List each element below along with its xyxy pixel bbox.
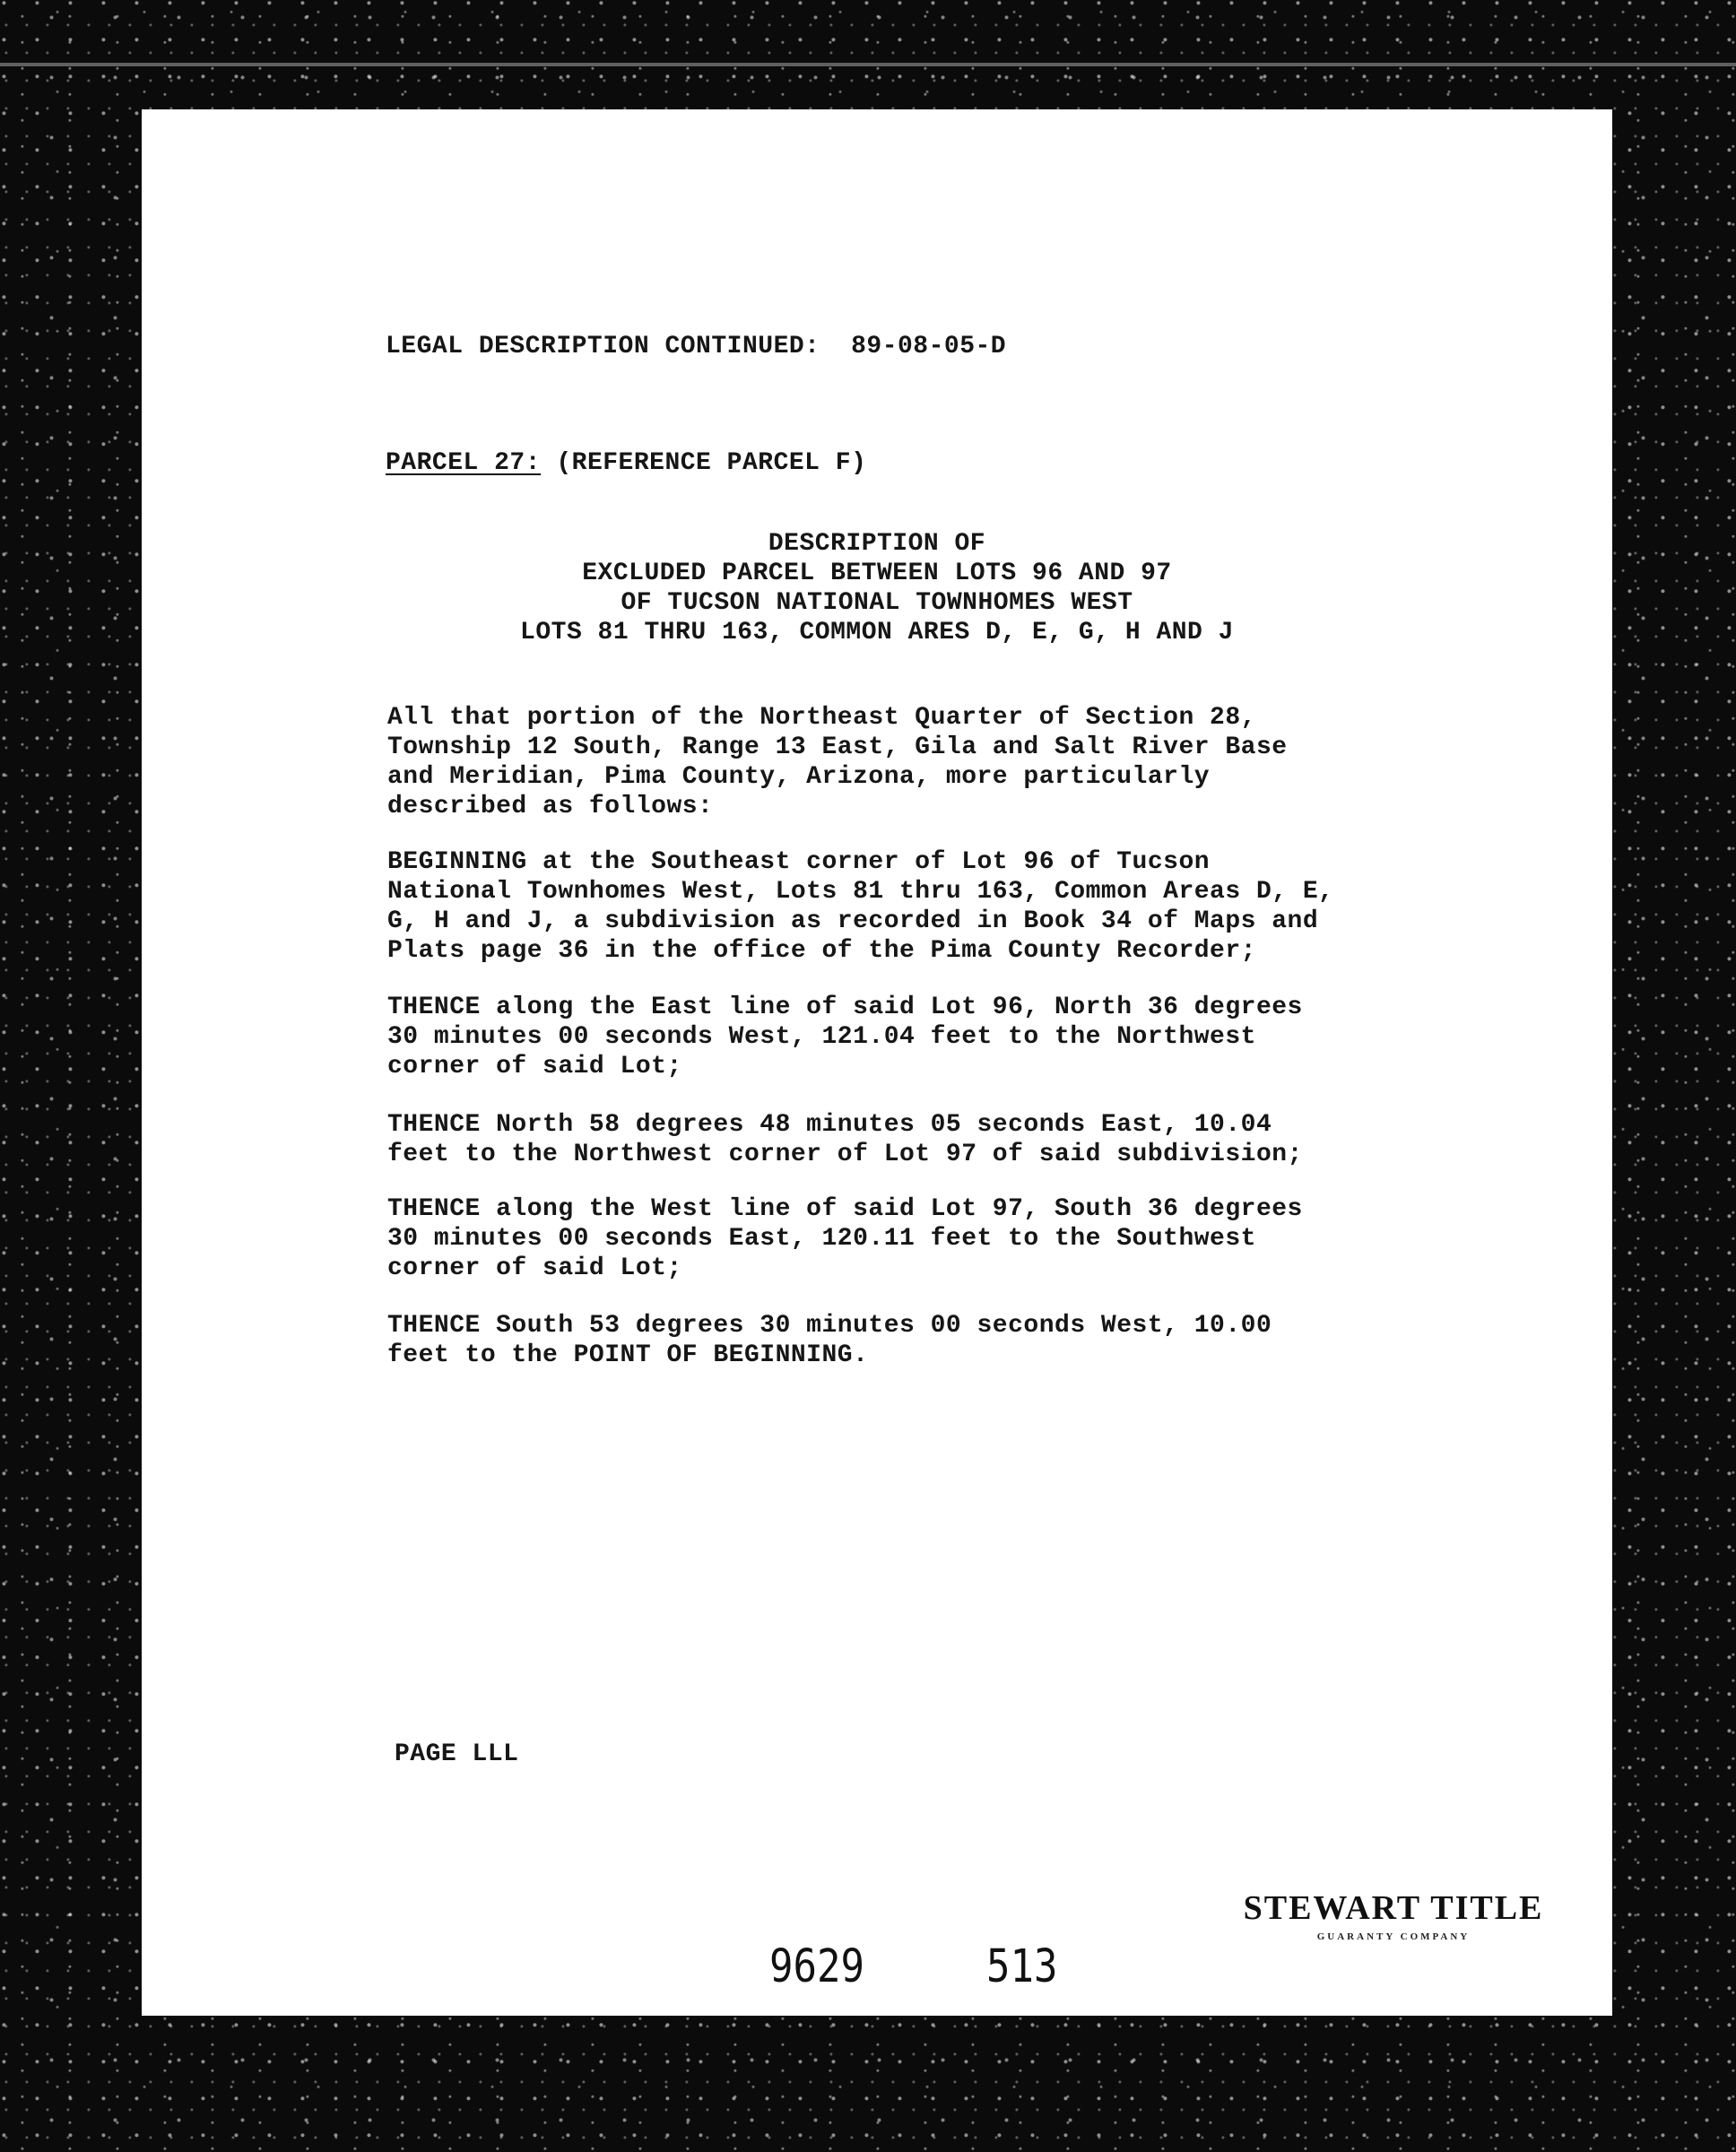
text-line: feet to the Northwest corner of Lot 97 of said subdivision; bbox=[387, 1141, 1303, 1168]
text-line: feet to the POINT OF BEGINNING. bbox=[387, 1341, 869, 1369]
parcel-label: PARCEL 27: bbox=[386, 449, 542, 477]
text-line: described as follows: bbox=[387, 793, 714, 820]
text-line: corner of said Lot; bbox=[387, 1254, 682, 1282]
stewart-title-logo bbox=[1205, 1888, 1582, 1942]
paragraph-thence-4 bbox=[387, 1311, 1553, 1370]
document-page bbox=[142, 109, 1612, 2016]
text-line: 30 minutes 00 seconds West, 121.04 feet to the Northwest bbox=[387, 1023, 1256, 1051]
paragraph-thence-3 bbox=[387, 1194, 1553, 1283]
docket-page: 513 bbox=[986, 1940, 1058, 1993]
text-line: corner of said Lot; bbox=[387, 1053, 682, 1080]
description-title bbox=[142, 529, 1612, 647]
scan-border-streak bbox=[0, 63, 1736, 66]
title-line: OF TUCSON NATIONAL TOWNHOMES WEST bbox=[621, 589, 1133, 617]
text-line: National Townhomes West, Lots 81 thru 163, Common Areas D, E, bbox=[387, 878, 1334, 906]
logo-name: STEWART TITLE bbox=[1243, 1889, 1544, 1927]
paragraph-portion bbox=[387, 703, 1553, 821]
text-line: THENCE along the East line of said Lot 96, North 36 degrees bbox=[387, 994, 1303, 1021]
text-line: 30 minutes 00 seconds East, 120.11 feet to the Southwest bbox=[387, 1225, 1256, 1253]
text-line: and Meridian, Pima County, Arizona, more particularly bbox=[387, 763, 1211, 791]
title-line: EXCLUDED PARCEL BETWEEN LOTS 96 AND 97 bbox=[582, 560, 1172, 587]
title-line: DESCRIPTION OF bbox=[768, 530, 986, 558]
title-line: LOTS 81 THRU 163, COMMON ARES D, E, G, H AND J bbox=[520, 619, 1234, 646]
text-line: THENCE North 58 degrees 48 minutes 05 seconds East, 10.04 bbox=[387, 1111, 1272, 1139]
paragraph-thence-1 bbox=[387, 993, 1553, 1081]
text-line: All that portion of the Northeast Quarter of Section 28, bbox=[387, 704, 1256, 732]
paragraph-thence-2 bbox=[387, 1110, 1553, 1169]
text-line: Plats page 36 in the office of the Pima County Recorder; bbox=[387, 937, 1256, 965]
text-line: THENCE along the West line of said Lot 97, South 36 degrees bbox=[387, 1195, 1303, 1223]
document-header: LEGAL DESCRIPTION CONTINUED: 89-08-05-D bbox=[386, 333, 1007, 360]
text-line: BEGINNING at the Southeast corner of Lot 96 of Tucson bbox=[387, 848, 1211, 876]
parcel-heading bbox=[386, 448, 866, 478]
logo-subtitle: GUARANTY COMPANY bbox=[1316, 1931, 1471, 1942]
text-line: Township 12 South, Range 13 East, Gila and Salt River Base bbox=[387, 733, 1288, 761]
paragraph-beginning bbox=[387, 847, 1553, 966]
docket-number: 9629 bbox=[769, 1940, 864, 1993]
parcel-reference: (REFERENCE PARCEL F) bbox=[541, 449, 867, 477]
page-label: PAGE LLL bbox=[395, 1740, 519, 1768]
text-line: G, H and J, a subdivision as recorded in Book 34 of Maps and bbox=[387, 907, 1319, 935]
text-line: THENCE South 53 degrees 30 minutes 00 seconds West, 10.00 bbox=[387, 1312, 1272, 1340]
